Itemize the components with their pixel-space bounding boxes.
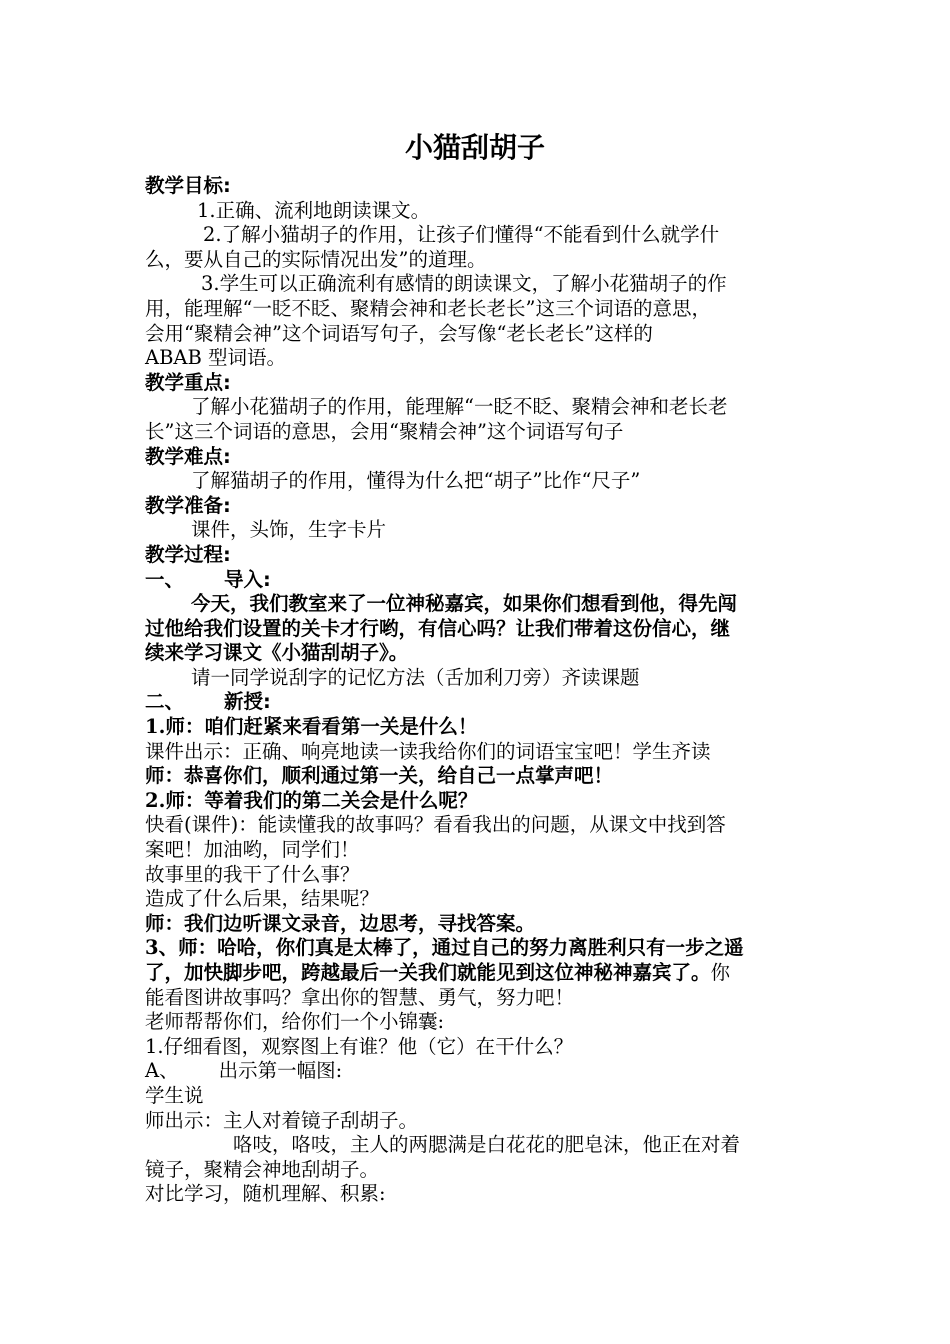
step-3: 3、师：哈哈，你们真是太棒了，通过自己的努力离胜利只有一步之遥 bbox=[145, 936, 744, 960]
step-1-courseware: 课件出示：正确、响亮地读一读我给你们的词语宝宝吧！学生齐读 bbox=[145, 739, 711, 763]
heading-preparation: 教学准备: bbox=[145, 493, 231, 517]
step-2-question-1: 故事里的我干了什么事？ bbox=[145, 862, 360, 886]
tip-1: 1.仔细看图，观察图上有谁？他（它）在干什么？ bbox=[145, 1034, 574, 1058]
goal-item-1: 1.正确、流利地朗读课文。 bbox=[197, 198, 431, 222]
intro-paragraph-2: 过他给我们设置的关卡才行哟，有信心吗？让我们带着这份信心，继 bbox=[145, 616, 731, 640]
goal-item-3: 3.学生可以正确流利有感情的朗读课文，了解小花猫胡子的作 bbox=[201, 272, 727, 296]
teacher-shows: 师出示：主人对着镜子刮胡子。 bbox=[145, 1108, 419, 1132]
step-3-cont-normal: 你 bbox=[710, 961, 731, 984]
goal-item-2-cont: 么，要从自己的实际情况出发”的道理。 bbox=[145, 247, 487, 271]
difficulties-text: 了解猫胡子的作用，懂得为什么把“胡子”比作“尺子” bbox=[191, 469, 641, 493]
teacher-help: 老师帮帮你们，给你们一个小锦囊: bbox=[145, 1010, 445, 1034]
goal-item-3-cont-1: 用，能理解“一眨不眨、聚精会神和老长老长”这三个词语的意思， bbox=[145, 296, 711, 320]
step-3-cont-bold: 了，加快脚步吧，跨越最后一关我们就能见到这位神秘神嘉宾了。 bbox=[145, 961, 711, 984]
step-1: 1.师：咱们赶紧来看看第一关是什么！ bbox=[145, 715, 478, 739]
step-2-courseware: 快看(课件)：能读懂我的故事吗？看看我出的问题，从课文中找到答 bbox=[145, 813, 726, 837]
comparison-study: 对比学习，随机理解、积累: bbox=[145, 1182, 386, 1206]
step-2-question-2: 造成了什么后果，结果呢？ bbox=[145, 887, 380, 911]
key-points-text-cont: 长”这三个词语的意思，会用“聚精会神”这个词语写句子 bbox=[145, 419, 624, 443]
document-title: 小猫刮胡子 bbox=[404, 131, 545, 164]
students-say: 学生说 bbox=[145, 1083, 204, 1107]
section-number-1: 一、 bbox=[145, 567, 185, 591]
intro-instruction: 请一同学说刮字的记忆方法（舌加利刀旁）齐读课题 bbox=[191, 665, 640, 689]
goal-item-3-cont-3: ABAB 型词语。 bbox=[145, 346, 287, 370]
section-number-2: 二、 bbox=[145, 690, 185, 714]
document-body bbox=[145, 174, 810, 1207]
goal-item-2: 2.了解小猫胡子的作用，让孩子们懂得“不能看到什么就学什 bbox=[203, 223, 720, 247]
step-1-praise: 师：恭喜你们，顺利通过第一关，给自己一点掌声吧！ bbox=[145, 764, 614, 788]
preparation-text: 课件，头饰，生字卡片 bbox=[191, 518, 387, 542]
description-line-2: 镜子，聚精会神地刮胡子。 bbox=[145, 1157, 380, 1181]
section-new-heading bbox=[145, 690, 810, 715]
heading-difficulties: 教学难点: bbox=[145, 444, 231, 468]
section-title-new: 新授: bbox=[224, 690, 271, 714]
heading-key-points: 教学重点: bbox=[145, 370, 231, 394]
intro-paragraph-3: 续来学习课文《小猫刮胡子》。 bbox=[145, 641, 409, 665]
picture-a-text: 出示第一幅图: bbox=[218, 1059, 343, 1083]
step-2-courseware-cont: 案吧！加油哟，同学们！ bbox=[145, 838, 360, 862]
intro-paragraph-1: 今天，我们教室来了一位神秘嘉宾，如果你们想看到他，得先闯 bbox=[191, 592, 738, 616]
section-title-intro: 导入: bbox=[224, 567, 271, 591]
description-line-1: 咯吱，咯吱，主人的两腮满是白花花的肥皂沫，他正在对着 bbox=[233, 1133, 741, 1157]
section-intro-heading bbox=[145, 568, 810, 593]
step-2-teacher: 师：我们边听课文录音，边思考，寻找答案。 bbox=[145, 911, 536, 935]
step-3-cont-2: 能看图讲故事吗？拿出你的智慧、勇气，努力吧！ bbox=[145, 985, 575, 1009]
heading-process: 教学过程: bbox=[145, 542, 231, 566]
picture-a-label: A、 bbox=[145, 1059, 179, 1083]
step-2: 2.师：等着我们的第二关会是什么呢？ bbox=[145, 788, 478, 812]
goal-item-3-cont-2: 会用“聚精会神”这个词语写句子，会写像“老长老长”这样的 bbox=[145, 321, 653, 345]
picture-a-heading bbox=[145, 1059, 810, 1084]
step-3-cont bbox=[145, 961, 810, 986]
key-points-text: 了解小花猫胡子的作用，能理解“一眨不眨、聚精会神和老长老 bbox=[191, 395, 728, 419]
heading-teaching-goals: 教学目标: bbox=[145, 174, 231, 197]
